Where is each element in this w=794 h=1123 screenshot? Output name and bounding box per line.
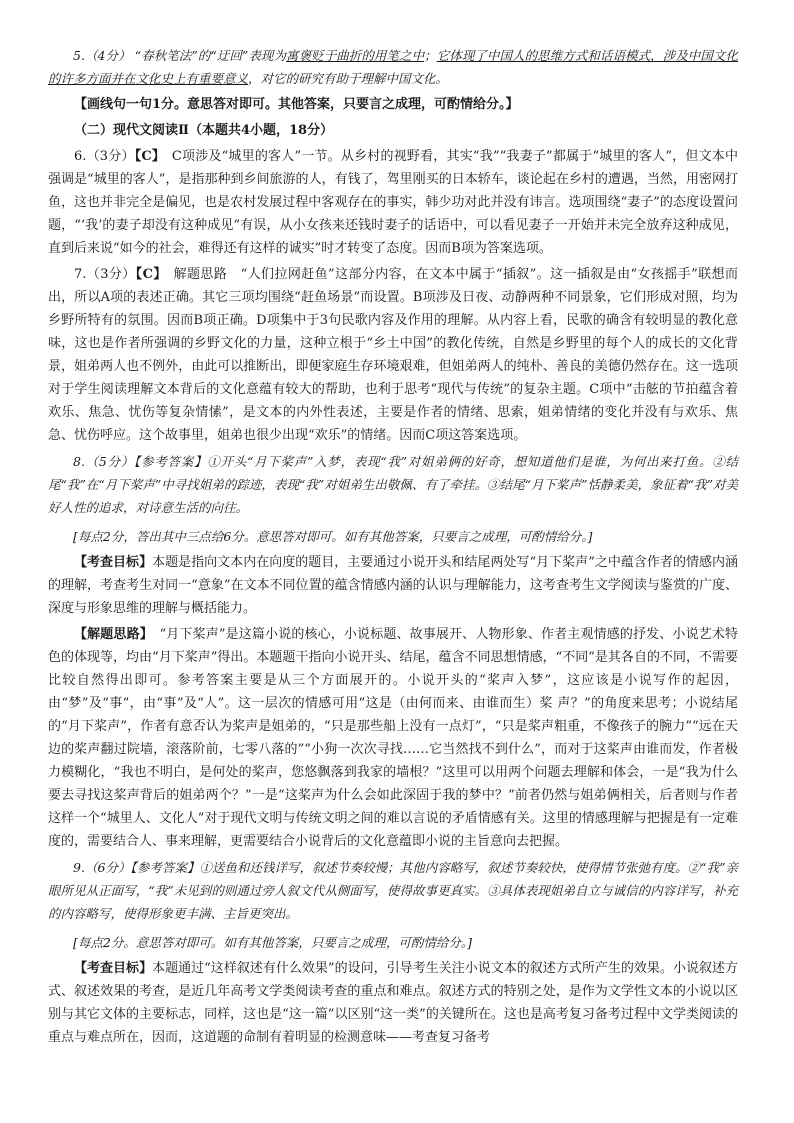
- q7-body: 解题思路 “人们拉网赶鱼”这部分内容，在文本中属于“插叙”。这一插叙是由“女孩摇手”联想而出，所以A项的表述正确。其它三项均围绕“赶鱼场景”而设置。B项涉及日夜、动静两种不同景象，它们形成对照，均为乡野所特有的氛围。因而B项正确。D项集中于3句民歌内容及作用的理解。从内容上看，民歌的确含有较明显的教化意味，这也是作者所强调的乡野文化的力量，这种立根于“乡土中国”的教化传统，自然是乡野里的每个人的成长的文化背景，姐弟两人也不例外，由此可以推断出，即便家庭生存环境艰难，但姐弟两人的纯朴、善良的美德仍然存在。这一选项对于学生阅读理解文本背后的文化意蕴有较大的帮助，也利于思考“现代与传统”的复杂主题。C项中“击舷的节拍蕴含着欢乐、焦急、忧伤等复杂情愫”，是文本的内外性表述，主要是作者的情绪、思索，姐弟情绪的变化并没有与欢乐、焦急、忧伤呼应。这个故事里，姐弟也很少出现“欢乐”的情绪。因而C项这答案选项。: [48, 267, 738, 443]
- q5-text-b: ，对它的研究有助于理解中国文化。: [248, 71, 449, 86]
- q8-target-text: 本题是指向文本内在向度的题目，主要通过小说开头和结尾两处写“月下桨声”之中蕴含作者的情感内涵的理解，考查考生对同一“意象”在文本不同位置的蕴含情感内涵的认识与理解能力，这考查考生文学阅读与鉴赏的广度、深度与形象思维的理解与概括能力。: [48, 555, 738, 616]
- q8-idea-text: “月下桨声”是这篇小说的核心，小说标题、故事展开、人物形象、作者主观情感的抒发、小说艺术特色的体现等，均由“月下桨声”得出。本题题干指向小说开头、结尾，蕴含不同思想情感，“不同”是其各自的不同，不需要比较自然得出即可。参考答案主要是从三个方面展开的。小说开头的“桨声入梦”，这应该是小说写作的起因，由“梦”及“事”，由“事”及“人”。这一层次的情感可用“这是（由何而来、由谁而生）桨 声？”的角度来思考；小说结尾的“月下桨声”，作者有意否认为桨声是姐弟的，“只是那些船上没有一点灯”，“只是桨声粗重，不像孩子的腕力”“远在天边的桨声翻过院墙，滚落阶前，七零八落的”“小狗一次次寻找……它当然找不到什么”，而对于这桨声由谁而发，作者极力模糊化，“我也不明白，是何处的桨声，您悠飘落到我家的墙根？”这里可以用两个问题去理解和体会，一是“我为什么要去寻找这桨声背后的姐弟两个？”一是“这桨声为什么会如此深固于我的梦中？”前者仍然与姐弟俩相关，后者则与作者这样一个“城里人、文化人”对于现代文明与传统文明之间的难以言说的矛盾情感有关。这里的情感理解与把握是有一定难度的，需要结合人、事来理解，更需要结合小说背后的文化意蕴即小说的主旨意向去把握。: [48, 627, 738, 849]
- q9-number: 9.（6分）: [73, 860, 131, 875]
- q7-choice: 【C】: [135, 267, 161, 282]
- q5-underlined-2: 它体现了中国人的思维方式和话语模式，涉及中国文化的许多方面并在文化史上有重要意义: [48, 48, 738, 86]
- q9-target-text: 本题通过“这样叙述有什么效果”的设问，引导考生关注小说文本的叙述方式所产生的效果。小说叙述方式、叙述效果的考查，是近几年高考文学类阅读考查的重点和难点。叙述方式的特别之处，是作为文学性文本的小说以区别与其它文体的主要标志，同样，这也是“这一篇”以区别“这一类”的关键所在。这也是高考复习备考过程中文学类阅读的重点与难点所在，因而，这道题的命制有着明显的检测意味——考查复习备考: [48, 961, 738, 1045]
- q8-scoring: [每点2分，答出其中三点给6分。意思答对即可。如有其他答案，只要言之成理，可酌情给分。]: [73, 529, 593, 544]
- q7-answer: [48, 263, 738, 447]
- q7-number: 7.（3分）: [74, 267, 136, 282]
- q6-number: 6.（3分）: [74, 149, 135, 164]
- section-heading: （二）现代文阅读Ⅱ（本题共4小题，18分）: [74, 123, 334, 138]
- q8-target: [48, 551, 738, 620]
- q9-scoring: [每点2分。意思答对即可。如有其他答案，只要言之成理，可酌情给分。]: [73, 935, 472, 950]
- q5-number: 5.（4分）: [73, 48, 131, 63]
- q8-target-label: 【考查目标】: [74, 555, 153, 570]
- q9-target-label: 【考查目标】: [74, 961, 153, 976]
- q6-body: C项涉及“城里的客人”一节。从乡村的视野看，其实“我”“我妻子”都属于“城里的客人”，但文本中强调是“城里的客人”，是指那种到乡间旅游的人，有钱了，驾里刚买的日本轿车，谈论起在乡村的遭遇，当然，用密网打鱼，这也并非完全是偏见，也是农村发展过程中客观存在的事实，韩少功对此并没有讳言。选项围绕“妻子”的态度设置问题，“‘我’的妻子却没有这种成见”有误，从小女孩来还钱时妻子的话语中，可以看见妻子一开始并未完全放弃这种成见，直到后来说“如今的社会，难得还有这样的诚实”时才转变了态度。因而B项为答案选项。: [48, 149, 738, 256]
- q8-body: 【参考答案】①开头“月下桨声”入梦，表现“我”对姐弟俩的好奇，想知道他们是谁，为何出来打鱼。②结尾“我”在“月下桨声”中寻找姐弟的踪迹，表现“我”对姐弟生出敬佩、有了牵挂。③结尾“月下桨声”恬静柔美，象征着“我”对美好人性的追求，对诗意生活的向往。: [48, 454, 738, 515]
- q9-answer: [48, 856, 738, 925]
- q5-underlined-1: 寓褒贬于曲折的用笔之中: [286, 48, 425, 63]
- q8-answer: [48, 450, 738, 519]
- q6-answer: [48, 145, 738, 260]
- q8-idea: [48, 623, 738, 853]
- q9-body: 【参考答案】①送鱼和还钱详写，叙述节奏较慢；其他内容略写，叙述节奏较快，使得情节张弛有度。②“我”亲眼所见从正面写，“我”未见到的则通过旁人叙文代从侧面写，使得故事更真实。③具体表现姐弟自立与诚信的内容详写，补充的内容略写，使得形象更丰满、主旨更突出。: [48, 860, 738, 921]
- q5-scoring: 【画线句一句1分。意思答对即可。其他答案，只要言之成理，可酌情给分。】: [74, 97, 519, 112]
- q5-answer: [48, 44, 738, 90]
- q9-target: [48, 957, 738, 1049]
- q5-text-a: “春秋笔法”的“迂回”表现为: [134, 48, 287, 63]
- q6-choice: 【C】: [134, 149, 159, 164]
- q8-number: 8.（5分）: [73, 454, 135, 469]
- q5-sep: ；: [424, 48, 437, 63]
- q8-idea-label: 【解题思路】: [74, 627, 147, 642]
